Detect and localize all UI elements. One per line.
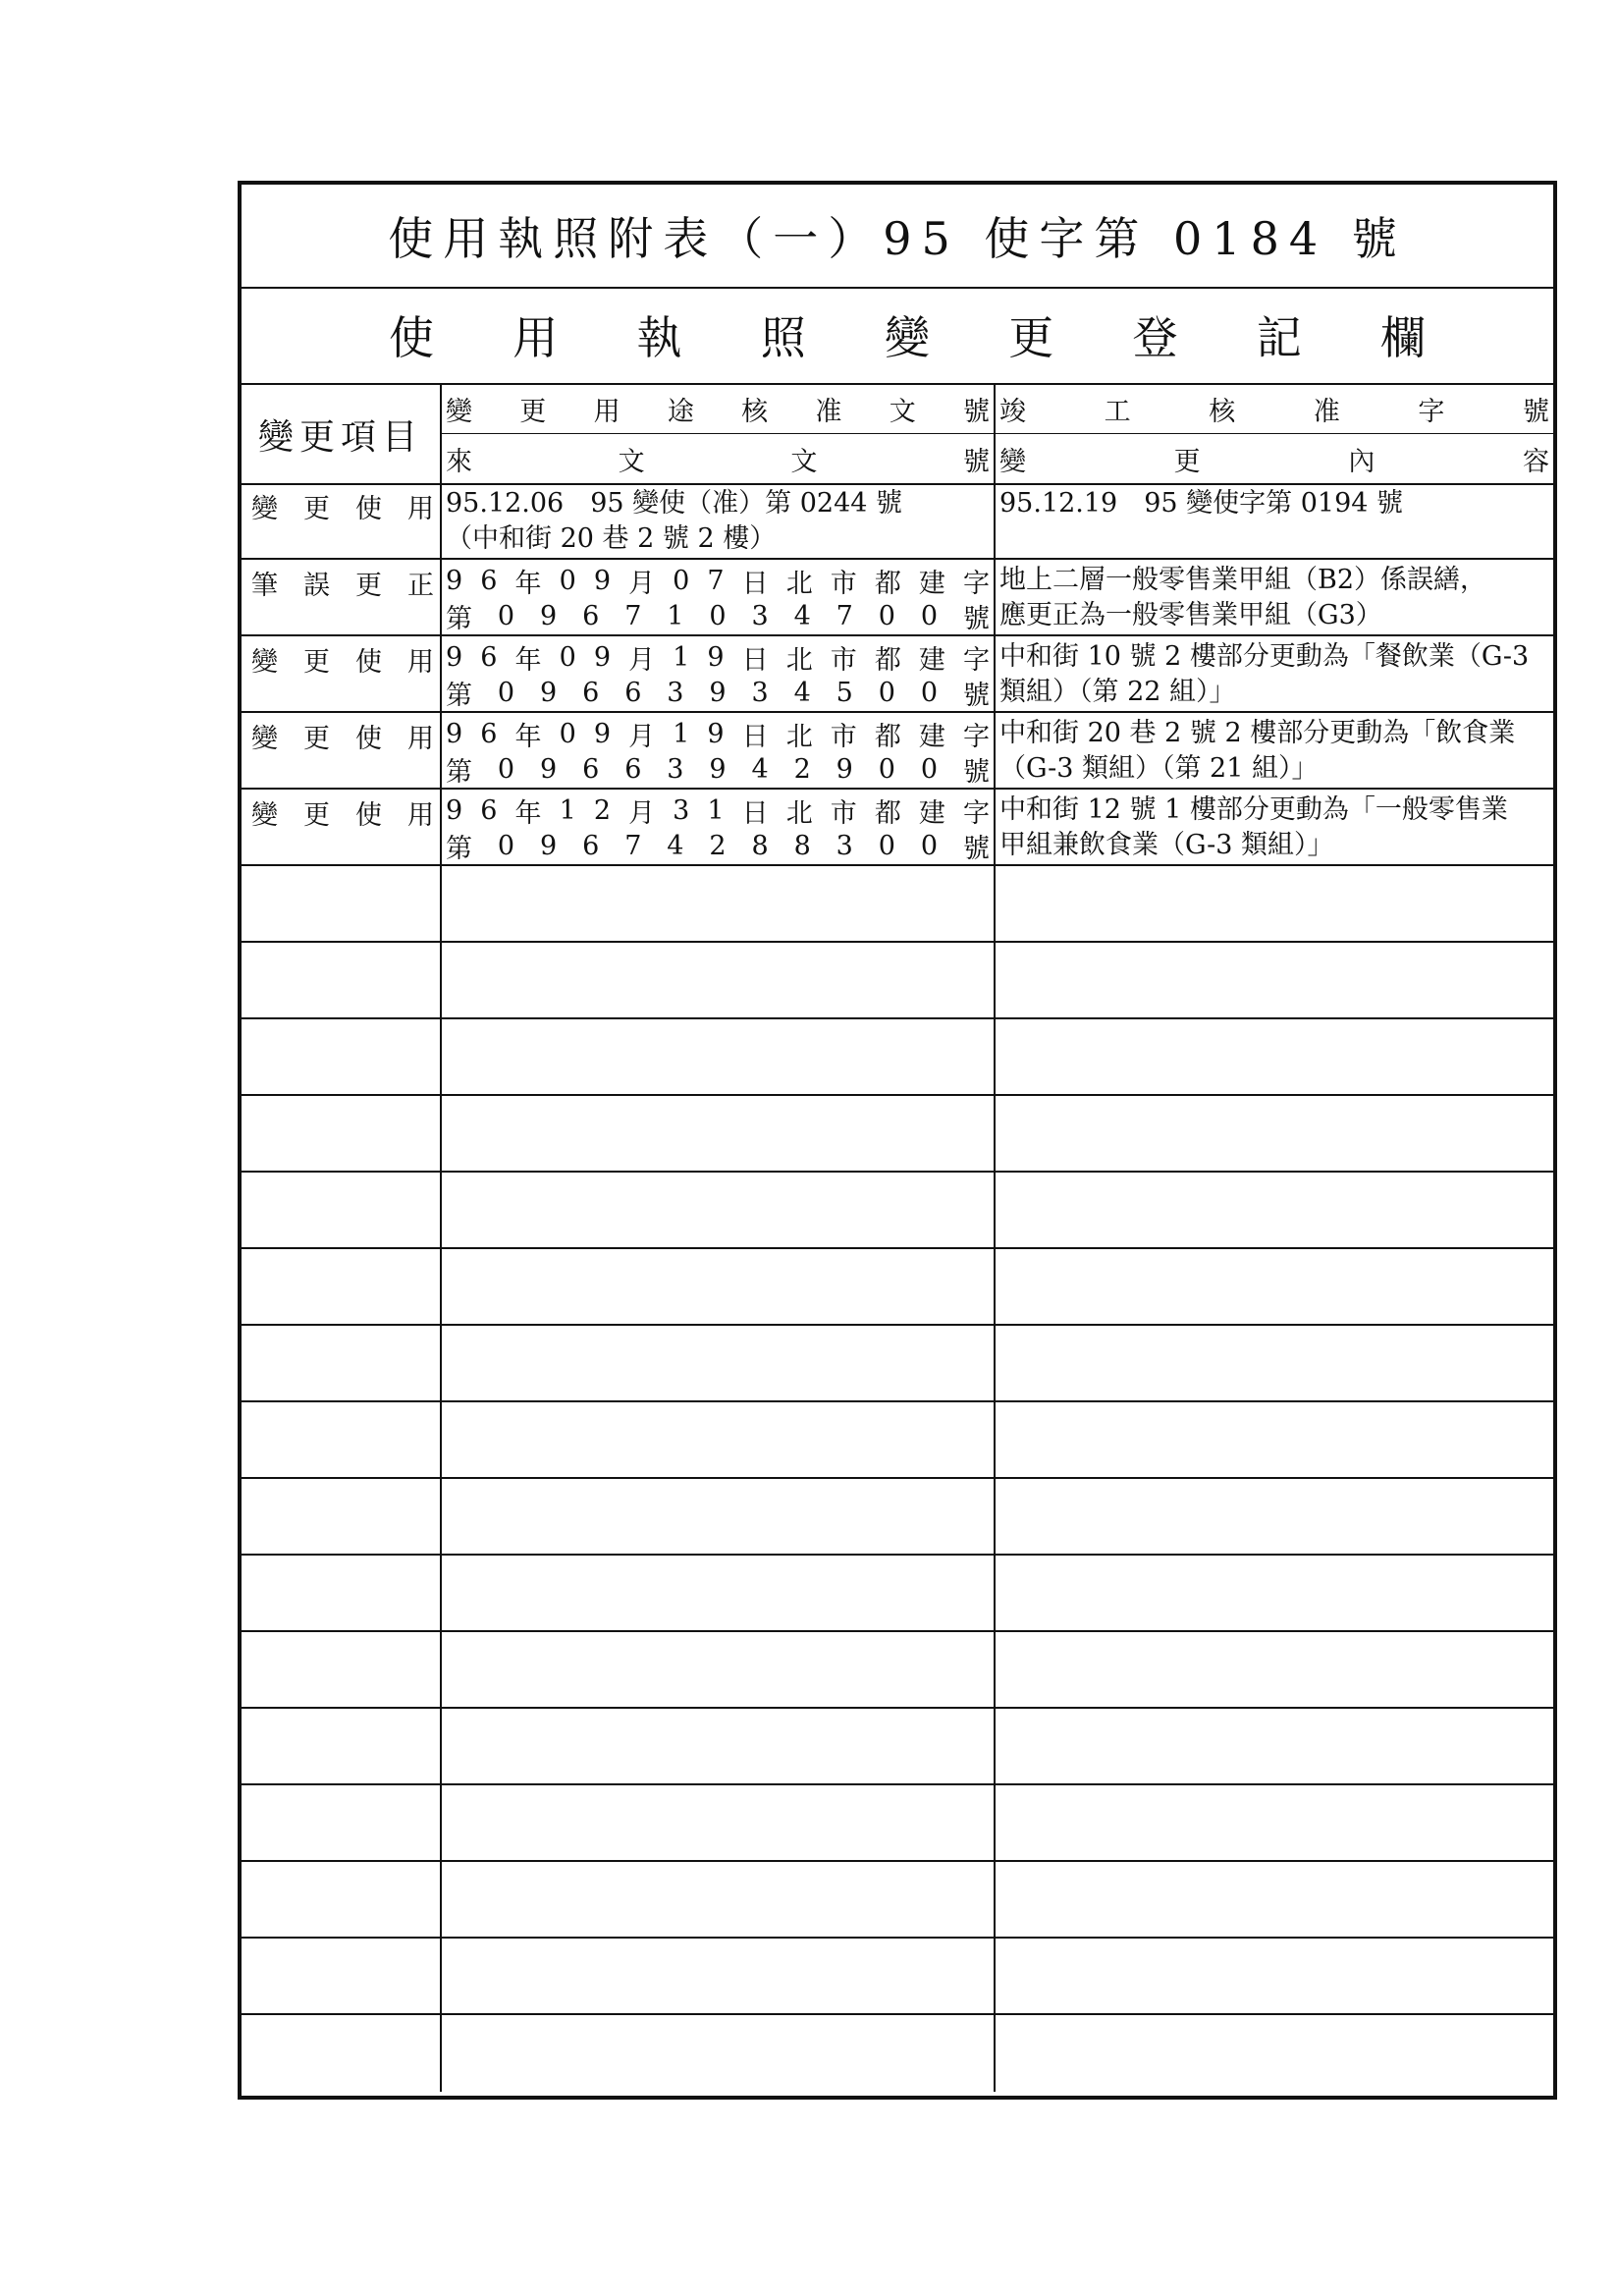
table-row [242,1556,1553,1632]
header-char: 文 [889,397,916,427]
change-item-char: 變 [251,724,278,754]
doc-char: 9 [593,565,611,596]
change-content-cell [996,1096,1553,1171]
doc-char: 1 [707,794,725,826]
doc-char: 日 [741,568,769,599]
doc-char: 6 [480,718,498,749]
doc-char: 9 [540,600,558,631]
change-content-cell [996,483,1553,558]
doc-line-2: （中和街 20 巷 2 號 2 樓） [446,523,777,554]
change-item-char: 更 [303,494,330,524]
doc-char: 0 [497,677,515,708]
form-sub-title [242,287,1553,385]
change-content-cell [996,636,1553,711]
header-char: 變 [999,446,1026,477]
change-content-cell [996,1249,1553,1324]
header-char: 號 [962,446,990,477]
doc-char: 0 [497,753,515,785]
change-item-char: 使 [355,724,382,754]
doc-char: 第 [446,603,472,634]
change-item-char: 用 [407,647,434,678]
header-completion-approval-no [996,385,1553,434]
doc-char: 2 [793,753,811,785]
doc-char: 第 [446,680,472,711]
sub-title-char: 欄 [1380,311,1426,364]
table-row [242,483,1553,560]
sub-title-char: 記 [1256,311,1302,364]
doc-char: 0 [559,641,576,673]
doc-char: 2 [593,794,611,826]
doc-char: 3 [667,753,684,785]
change-content-cell [996,713,1553,788]
doc-char: 6 [480,641,498,673]
table-row [242,866,1553,943]
change-item-cell [242,1556,442,1630]
doc-char: 4 [751,753,769,785]
doc-char: 7 [707,565,725,596]
doc-no-cell [442,790,996,864]
change-content-cell [996,866,1553,941]
doc-char: 0 [920,753,939,785]
doc-char: 6 [582,600,600,631]
change-item-label [242,790,440,832]
doc-char: 都 [874,568,901,599]
doc-char: 年 [514,797,542,829]
doc-char: 3 [751,600,769,631]
change-item-char: 使 [355,494,382,524]
form-main-title: 使用執照附表（一）95 使字第 0184 號 [242,185,1553,289]
change-item-label [242,483,440,525]
change-item-cell [242,1249,442,1324]
header-char: 途 [667,397,694,427]
doc-char: 字 [962,644,990,676]
table-row [242,1862,1553,1939]
doc-char: 月 [628,721,656,752]
doc-char: 3 [673,794,690,826]
doc-char: 都 [874,644,901,676]
change-item-char: 變 [251,800,278,831]
change-content-cell [996,1402,1553,1477]
table-row [242,1709,1553,1785]
content-line-1: 中和街 10 號 2 樓部分更動為「餐飲業（G-3 [999,641,1530,672]
table-row [242,1785,1553,1862]
header-char: 容 [1522,446,1549,477]
table-row [242,1402,1553,1479]
table-row [242,560,1553,636]
doc-char: 0 [920,600,939,631]
change-item-char: 用 [407,800,434,831]
table-row [242,1479,1553,1556]
header-char: 核 [741,397,769,427]
doc-char: 0 [878,600,895,631]
doc-no-cell [442,1019,996,1094]
doc-char: 第 [446,833,472,864]
doc-char: 1 [673,641,690,673]
doc-char: 日 [741,797,769,829]
content-line-2: 甲組兼飲食業（G-3 類組）」 [999,830,1334,860]
table-row [242,2015,1553,2092]
header-change-item: 變更項目 [242,385,442,483]
doc-char: 都 [874,721,901,752]
doc-char: 5 [836,677,853,708]
doc-char: 7 [624,830,642,861]
table-row [242,1939,1553,2015]
table-row [242,636,1553,713]
doc-char: 6 [480,794,498,826]
doc-char: 字 [962,568,990,599]
doc-char: 1 [673,718,690,749]
doc-char: 0 [878,753,895,785]
change-item-cell [242,713,442,788]
doc-char: 北 [785,644,813,676]
change-item-cell [242,790,442,864]
change-item-char: 正 [407,571,434,601]
doc-char: 年 [514,568,542,599]
sub-title-char: 執 [636,311,682,364]
header-char: 用 [593,397,620,427]
doc-number-line [442,750,994,788]
doc-char: 0 [920,830,939,861]
header-char: 號 [1522,397,1549,427]
doc-char: 7 [624,600,642,631]
change-item-char: 筆 [251,571,278,601]
doc-char: 月 [628,797,656,829]
sub-title-char: 用 [512,311,559,364]
doc-char: 9 [540,677,558,708]
doc-char: 8 [751,830,769,861]
change-item-cell [242,560,442,634]
header-char: 准 [1313,397,1340,427]
doc-char: 6 [480,565,498,596]
header-char: 工 [1104,397,1131,427]
doc-date-line [442,562,994,599]
content-line-1: 地上二層一般零售業甲組（B2）係誤繕， [999,565,1487,595]
doc-char: 日 [741,644,769,676]
doc-char: 9 [707,718,725,749]
change-item-cell [242,866,442,941]
doc-char: 4 [667,830,684,861]
content-line-2 [999,520,1549,558]
doc-no-cell [442,483,996,558]
doc-char: 0 [878,830,895,861]
change-content-cell [996,1632,1553,1707]
change-content-cell [996,1785,1553,1860]
change-item-cell [242,1326,442,1400]
sub-title-char: 變 [885,311,930,364]
change-item-char: 變 [251,494,278,524]
table-row [242,943,1553,1019]
usage-license-form [238,181,1557,2100]
doc-char: 9 [707,641,725,673]
doc-char: 0 [559,565,576,596]
change-content-cell [996,1939,1553,2013]
change-content-cell [996,1556,1553,1630]
doc-char: 號 [962,756,990,788]
doc-char: 1 [559,794,576,826]
change-content-cell [996,1019,1553,1094]
header-char: 號 [962,397,990,427]
change-content-cell [996,1326,1553,1400]
doc-char: 北 [785,568,813,599]
change-item-char: 更 [355,571,382,601]
header-char: 文 [790,446,818,477]
doc-char: 3 [667,677,684,708]
doc-char: 市 [830,568,857,599]
table-row [242,1019,1553,1096]
content-line-2: 應更正為一般零售業甲組（G3） [999,600,1382,630]
doc-no-cell [442,1173,996,1247]
doc-char: 市 [830,721,857,752]
header-char: 竣 [999,397,1026,427]
doc-char: 市 [830,644,857,676]
doc-date-line [442,638,994,676]
change-item-cell [242,2015,442,2092]
sub-title-char: 照 [760,311,806,364]
change-item-char: 用 [407,724,434,754]
table-row [242,1249,1553,1326]
doc-char: 建 [918,644,945,676]
doc-char: 字 [962,721,990,752]
sub-title-char: 更 [1008,311,1054,364]
change-item-char: 更 [303,800,330,831]
doc-date-line [442,715,994,752]
doc-char: 建 [918,721,945,752]
change-item-char: 使 [355,800,382,831]
doc-char: 9 [593,718,611,749]
change-item-cell [242,1096,442,1171]
change-content-cell [996,2015,1553,2092]
doc-no-cell [442,943,996,1017]
doc-char: 月 [628,644,656,676]
change-content-cell [996,943,1553,1017]
header-char: 變 [446,397,472,427]
doc-char: 0 [673,565,690,596]
doc-no-cell [442,1556,996,1630]
header-change-content [996,434,1553,483]
change-content-cell [996,1479,1553,1554]
doc-char: 1 [667,600,684,631]
change-item-cell [242,1862,442,1937]
header-char: 准 [815,397,842,427]
doc-char: 3 [836,830,853,861]
change-content-cell [996,790,1553,864]
doc-no-cell [442,1939,996,2013]
change-item-label [242,713,440,755]
doc-char: 北 [785,797,813,829]
change-item-cell [242,943,442,1017]
doc-char: 日 [741,721,769,752]
doc-char: 2 [709,830,727,861]
doc-line-1: 95.12.06 95 變使（准）第 0244 號 [446,488,903,519]
doc-char: 年 [514,721,542,752]
change-item-cell [242,483,442,558]
doc-char: 建 [918,568,945,599]
doc-char: 號 [962,680,990,711]
doc-no-cell [442,1326,996,1400]
header-char: 核 [1209,397,1236,427]
doc-char: 9 [709,753,727,785]
doc-char: 9 [709,677,727,708]
content-line-1: 中和街 12 號 1 樓部分更動為「一般零售業 [999,794,1508,825]
table-row [242,713,1553,790]
doc-char: 都 [874,797,901,829]
doc-char: 9 [446,565,463,596]
doc-char: 8 [793,830,811,861]
table-row [242,1632,1553,1709]
change-item-cell [242,1785,442,1860]
doc-date-line [442,792,994,829]
doc-no-cell [442,1402,996,1477]
doc-char: 市 [830,797,857,829]
doc-char: 0 [920,677,939,708]
table-row [242,1096,1553,1173]
doc-char: 6 [624,677,642,708]
doc-char: 6 [582,753,600,785]
doc-no-cell [442,636,996,711]
doc-char: 建 [918,797,945,829]
doc-char: 第 [446,756,472,788]
change-item-cell [242,1173,442,1247]
doc-char: 年 [514,644,542,676]
doc-char: 北 [785,721,813,752]
doc-no-cell [442,1785,996,1860]
doc-char: 字 [962,797,990,829]
content-line-1: 95.12.19 95 變使字第 0194 號 [999,488,1404,519]
change-item-cell [242,1019,442,1094]
doc-char: 7 [836,600,853,631]
doc-char: 9 [836,753,853,785]
change-item-cell [242,1402,442,1477]
doc-char: 9 [540,753,558,785]
change-item-label [242,636,440,679]
change-item-char: 更 [303,647,330,678]
header-char: 來 [446,446,472,477]
doc-char: 9 [593,641,611,673]
doc-char: 0 [709,600,727,631]
change-item-char: 誤 [303,571,330,601]
change-content-cell [996,1709,1553,1783]
table-row [242,1173,1553,1249]
content-line-1: 中和街 20 巷 2 號 2 樓部分更動為「飲食業 [999,718,1516,748]
table-body [242,483,1553,2096]
doc-char: 6 [624,753,642,785]
sub-title-char: 使 [389,311,434,364]
doc-char: 4 [793,600,811,631]
change-item-cell [242,1709,442,1783]
doc-char: 9 [446,641,463,673]
change-item-cell [242,1479,442,1554]
doc-no-cell [442,1479,996,1554]
doc-char: 0 [559,718,576,749]
change-item-char: 使 [355,647,382,678]
header-approval-doc-no [442,385,996,434]
doc-char: 號 [962,833,990,864]
header-char: 更 [519,397,547,427]
doc-number-line [442,674,994,711]
change-item-cell [242,1632,442,1707]
doc-no-cell [442,1862,996,1937]
change-content-cell [996,560,1553,634]
doc-no-cell [442,1632,996,1707]
header-incoming-doc-no [442,434,996,483]
doc-char: 0 [878,677,895,708]
doc-char: 號 [962,603,990,634]
doc-char: 9 [446,718,463,749]
doc-char: 6 [582,830,600,861]
table-row [242,1326,1553,1402]
content-line-2: （G-3 類組）（第 21 組）」 [999,753,1319,784]
change-item-char: 用 [407,494,434,524]
doc-char: 4 [793,677,811,708]
table-row [242,790,1553,866]
doc-no-cell [442,2015,996,2092]
doc-char: 月 [628,568,656,599]
doc-no-cell [442,1709,996,1783]
doc-no-cell [442,866,996,941]
doc-number-line [442,597,994,634]
doc-char: 0 [497,830,515,861]
doc-char: 0 [497,600,515,631]
content-line-2: 類組）（第 22 組）」 [999,677,1236,707]
change-item-cell [242,1939,442,2013]
header-char: 內 [1348,446,1375,477]
table-header [242,385,1553,485]
change-content-cell [996,1862,1553,1937]
change-item-cell [242,636,442,711]
change-item-label [242,560,440,602]
doc-no-cell [442,1249,996,1324]
sub-title-char: 登 [1132,311,1178,364]
doc-no-cell [442,713,996,788]
doc-no-cell [442,560,996,634]
change-item-char: 更 [303,724,330,754]
doc-char: 9 [446,794,463,826]
doc-number-line [442,827,994,864]
change-item-char: 變 [251,647,278,678]
doc-char: 3 [751,677,769,708]
doc-char: 9 [540,830,558,861]
change-content-cell [996,1173,1553,1247]
header-char: 字 [1418,397,1445,427]
header-char: 更 [1173,446,1201,477]
doc-no-cell [442,1096,996,1171]
header-char: 文 [618,446,645,477]
doc-char: 6 [582,677,600,708]
